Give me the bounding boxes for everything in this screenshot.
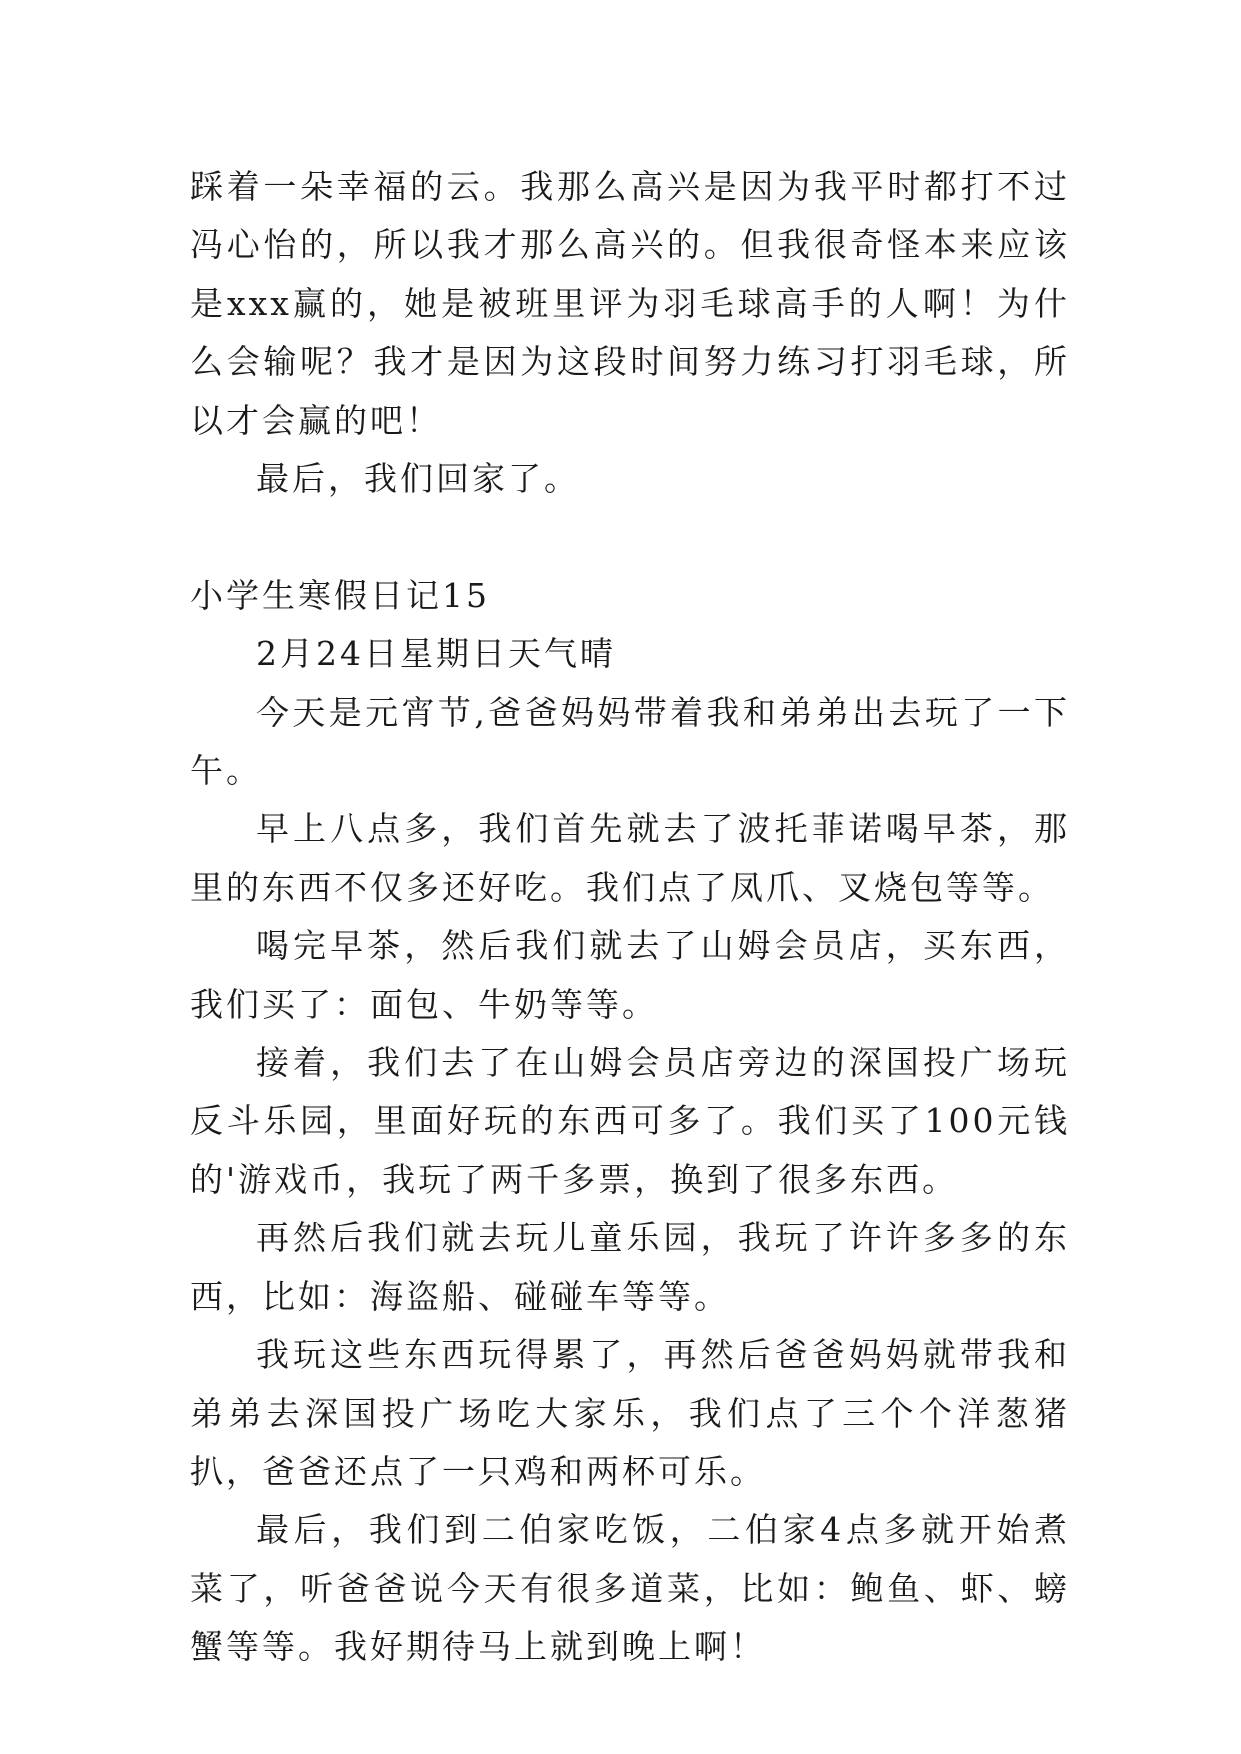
entry-paragraph: 我玩这些东西玩得累了，再然后爸爸妈妈就带我和弟弟去深国投广场吃大家乐，我们点了三个个洋葱猪扒，爸爸还点了一只鸡和两杯可乐。 [190,1335,1070,1491]
entry-date-line: 2月24日星期日天气晴 [256,634,616,674]
entry-paragraph: 喝完早茶，然后我们就去了山姆会员店，买东西，我们买了：面包、牛奶等等。 [190,926,1070,1024]
prev-entry-closing: 最后，我们回家了。 [256,459,580,499]
entry-paragraph: 今天是元宵节,爸爸妈妈带着我和弟弟出去玩了一下午。 [190,692,1070,791]
entry-paragraph: 再然后我们就去玩儿童乐园，我玩了许许多多的东西，比如：海盗船、碰碰车等等。 [190,1218,1070,1316]
entry-paragraph: 早上八点多，我们首先就去了波托菲诺喝早茶，那里的东西不仅多还好吃。我们点了凤爪、叉烧包等等。 [190,809,1070,907]
document-body [190,158,1070,1677]
entry-paragraph: 接着，我们去了在山姆会员店旁边的深国投广场玩反斗乐园，里面好玩的东西可多了。我们买了100元钱的'游戏币，我玩了两千多票，换到了很多东西。 [190,1043,1070,1199]
prev-entry-continuation: 踩着一朵幸福的云。我那么高兴是因为我平时都打不过冯心怡的，所以我才那么高兴的。但我很奇怪本来应该是xxx赢的，她是被班里评为羽毛球高手的人啊！为什么会输呢？我才是因为这段时间努力练习打羽毛球，所以才会赢的吧！ [190,167,1070,440]
entry-title: 小学生寒假日记15 [190,575,490,615]
entry-paragraph: 最后，我们到二伯家吃饭，二伯家4点多就开始煮菜了，听爸爸说今天有很多道菜，比如：鲍鱼、虾、螃蟹等等。我好期待马上就到晚上啊！ [190,1510,1070,1667]
section-gap [190,508,1070,566]
